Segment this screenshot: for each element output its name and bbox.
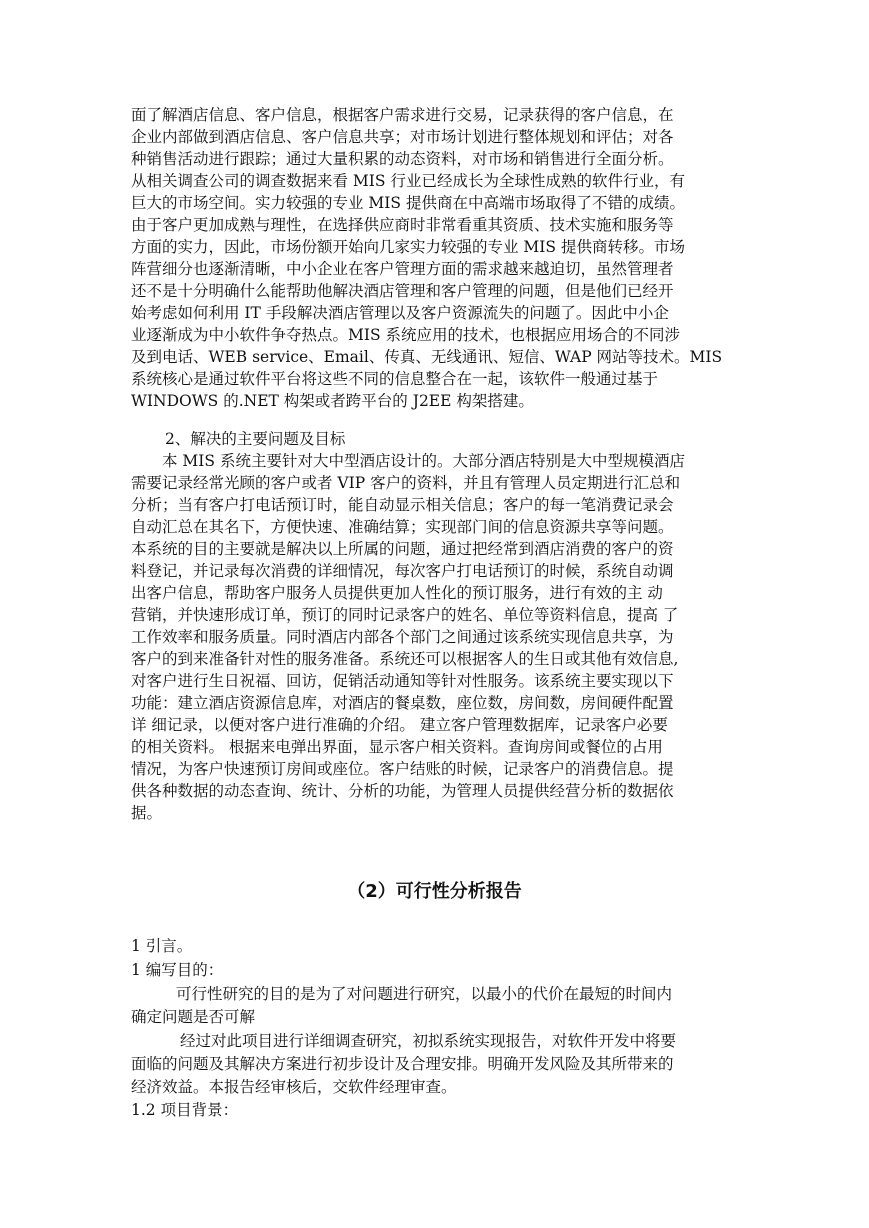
text-line: 业逐渐成为中小软件争夺热点。MIS 系统应用的技术，也根据应用场合的不同涉: [131, 326, 681, 344]
section-purpose-title: 1 编写目的：: [131, 961, 224, 979]
text-line: 功能：建立酒店资源信息库，对酒店的餐桌数，座位数，房间数，房间硬件配置: [131, 694, 674, 712]
text-line: 自动汇总在其名下，方便快速、准确结算；实现部门间的信息资源共享等问题。: [131, 518, 674, 536]
text-line: 营销，并快速形成订单，预订的同时记录客户的姓名、单位等资料信息，提高 了: [131, 606, 679, 624]
section-background-title: 1.2 项目背景：: [131, 1101, 239, 1119]
text-line: 由于客户更加成熟与理性，在选择供应商时非常看重其资质、技术实施和服务等: [131, 216, 674, 234]
text-line: 分析；当有客户打电话预订时，能自动显示相关信息；客户的每一笔消费记录会: [131, 496, 674, 514]
text-line: 种销售活动进行跟踪；通过大量积累的动态资料，对市场和销售进行全面分析。: [131, 150, 674, 168]
section-intro-title: 1 引言。: [131, 937, 193, 955]
purpose-text-line: 可行性研究的目的是为了对问题进行研究，以最小的代价在最短的时间内: [176, 985, 673, 1003]
text-line: 料登记，并记录每次消费的详细情况，每次客户打电话预订的时候，系统自动调: [131, 562, 674, 580]
text-line: 对客户进行生日祝福、回访，促销活动通知等针对性服务。该系统主要实现以下: [131, 672, 674, 690]
text-line: 出客户信息，帮助客户服务人员提供更加人性化的预订服务，进行有效的主 动: [131, 584, 663, 602]
text-line: 本系统的目的主要就是解决以上所属的问题，通过把经常到酒店消费的客户的资: [131, 540, 674, 558]
text-line: 巨大的市场空间。实力较强的专业 MIS 提供商在中高端市场取得了不错的成绩。: [131, 194, 685, 212]
text-line: 阵营细分也逐渐清晰，中小企业在客户管理方面的需求越来越迫切，虽然管理者: [131, 260, 674, 278]
detail-text-line: 经过对此项目进行详细调查研究，初拟系统实现报告，对软件开发中将要: [180, 1032, 677, 1050]
text-line: 客户的到来准备针对性的服务准备。系统还可以根据客人的生日或其他有效信息,: [131, 650, 679, 668]
text-line: 供各种数据的动态查询、统计、分析的功能，为管理人员提供经营分析的数据依: [131, 782, 674, 800]
text-line: 的相关资料。 根据来电弹出界面，显示客户相关资料。查询房间或餐位的占用: [131, 738, 663, 756]
text-line: WINDOWS 的.NET 构架或者跨平台的 J2EE 构架搭建。: [131, 392, 534, 410]
text-line: 工作效率和服务质量。同时酒店内部各个部门之间通过该系统实现信息共享，为: [131, 628, 674, 646]
text-line: 详 细记录，以便对客户进行准确的介绍。 建立客户管理数据库，记录客户必要: [131, 716, 668, 734]
text-line: 方面的实力，因此，市场份额开始向几家实力较强的专业 MIS 提供商转移。市场: [131, 238, 685, 256]
text-line: 系统核心是通过软件平台将这些不同的信息整合在一起，该软件一般通过基于: [131, 370, 659, 388]
purpose-text-line: 确定问题是否可解: [131, 1008, 256, 1026]
subheading-problems-goals: 2、解决的主要问题及目标: [165, 430, 346, 448]
text-line: 据。: [131, 804, 163, 822]
text-line: 从相关调查公司的调查数据来看 MIS 行业已经成长为全球性成熟的软件行业，有: [131, 172, 685, 190]
detail-text-line: 面临的问题及其解决方案进行初步设计及合理安排。明确开发风险及其所带来的: [131, 1055, 674, 1073]
text-line: 及到电话、WEB service、Email、传真、无线通讯、短信、WAP 网站等技术。MIS: [131, 348, 723, 366]
text-line: 本 MIS 系统主要针对大中型酒店设计的。大部分酒店特别是大中型规模酒店: [131, 452, 685, 470]
text-line: 面了解酒店信息、客户信息，根据客户需求进行交易，记录获得的客户信息，在: [131, 106, 674, 124]
text-line: 需要记录经常光顾的客户或者 VIP 客户的资料，并且有管理人员定期进行汇总和: [131, 474, 681, 492]
detail-text-line: 经济效益。本报告经审核后，交软件经理审查。: [131, 1078, 457, 1096]
paragraph-system-goals: [131, 450, 741, 824]
paragraph-market-analysis: [131, 104, 741, 412]
text-line: 情况，为客户快速预订房间或座位。客户结账的时候，记录客户的消费信息。提: [131, 760, 674, 778]
section-heading-feasibility-report: （2）可行性分析报告: [347, 881, 522, 902]
text-line: 企业内部做到酒店信息、客户信息共享；对市场计划进行整体规划和评估；对各: [131, 128, 674, 146]
text-line: 还不是十分明确什么能帮助他解决酒店管理和客户管理的问题，但是他们已经开: [131, 282, 674, 300]
text-line: 始考虑如何利用 IT 手段解决酒店管理以及客户资源流失的问题了。因此中小企: [131, 304, 669, 322]
